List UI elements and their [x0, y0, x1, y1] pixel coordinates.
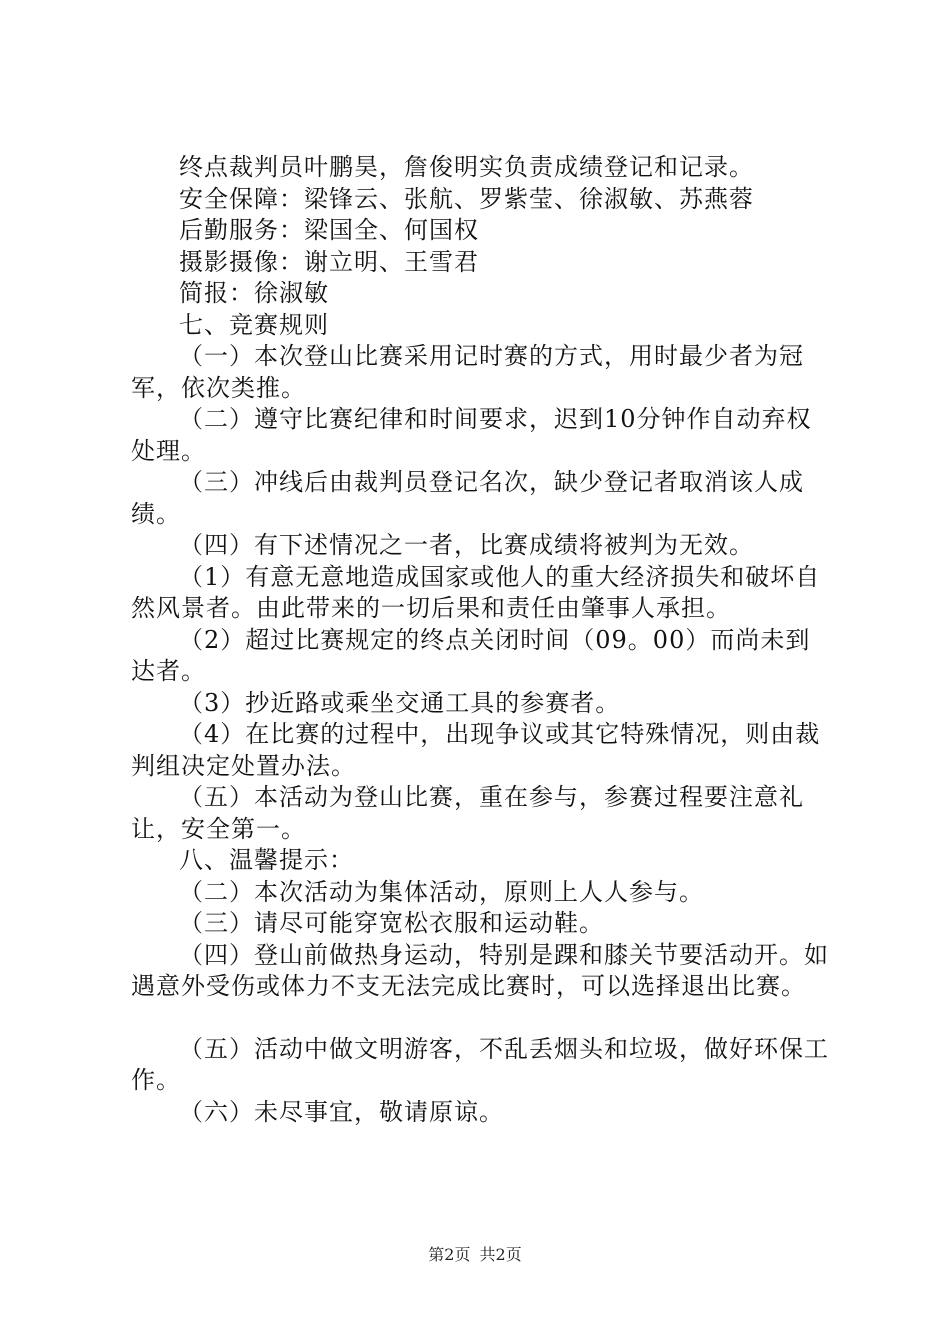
page-number: 第2页: [428, 1245, 471, 1264]
section-heading-rules: 七、竞赛规则: [179, 310, 329, 339]
paragraph-logistics: 后勤服务：梁国全、何国权: [179, 216, 479, 244]
rule-item-2: （二）遵守比赛纪律和时间要求，迟到10分钟作自动弃权处理。: [131, 405, 812, 465]
paragraph-finish-judges: 终点裁判员叶鹏昊，詹俊明实负责成绩登记和记录。: [179, 153, 754, 181]
section-heading-tips: 八、温馨提示：: [179, 846, 354, 874]
rule-subitem-3: （3）抄近路或乘坐交通工具的参赛者。: [179, 688, 621, 717]
rule-item-3: （三）冲线后由裁判员登记名次，缺少登记者取消该人成绩。: [131, 468, 804, 528]
rule-subitem-4: （4）在比赛的过程中，出现争议或其它特殊情况，则由裁判组决定处置办法。: [131, 720, 821, 780]
page-footer: [0, 1242, 950, 1265]
tip-item-2: （二）本次活动为集体活动，原则上人人参与。: [179, 877, 704, 906]
rule-item-5: （五）本活动为登山比赛，重在参与，参赛过程要注意礼让，安全第一。: [131, 783, 804, 843]
page-total: 共2页: [479, 1245, 522, 1264]
tip-item-6: （六）未尽事宜，敬请原谅。: [179, 1097, 504, 1126]
rule-item-1: （一）本次登山比赛采用记时赛的方式，用时最少者为冠军，依次类推。: [131, 342, 804, 402]
document-body: [131, 152, 835, 1128]
rule-subitem-2: （2）超过比赛规定的终点关闭时间（09。00）而尚未到达者。: [131, 625, 811, 685]
rule-item-4: （四）有下述情况之一者，比赛成绩将被判为无效。: [179, 531, 754, 559]
paragraph-safety: 安全保障：梁锋云、张航、罗紫莹、徐淑敏、苏燕蓉: [179, 184, 754, 213]
paragraph-photography: 摄影摄像：谢立明、王雪君: [179, 247, 479, 276]
tip-item-5: （五）活动中做文明游客，不乱丢烟头和垃圾，做好环保工作。: [131, 1034, 829, 1094]
tip-item-4: （四）登山前做热身运动，特别是踝和膝关节要活动开。如遇意外受伤或体力不支无法完成比赛时，可以选择退出比赛。: [131, 940, 829, 1000]
paragraph-bulletin: 简报：徐淑敏: [179, 279, 329, 307]
rule-subitem-1: （1）有意无意地造成国家或他人的重大经济损失和破坏自然风景者。由此带来的一切后果和责任由肇事人承担。: [131, 562, 821, 622]
tip-item-3: （三）请尽可能穿宽松衣服和运动鞋。: [179, 909, 604, 937]
